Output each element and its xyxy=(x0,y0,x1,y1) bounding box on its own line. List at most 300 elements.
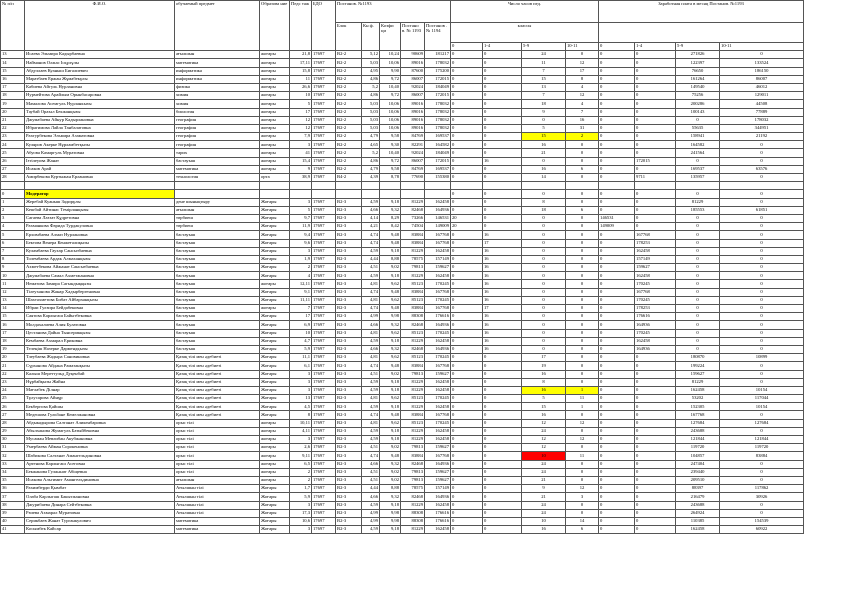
row-hours-10-11: 2 xyxy=(566,133,599,141)
row-subject: бастауыш xyxy=(175,321,260,329)
row-block: В2-3 xyxy=(336,476,362,484)
row-post1193: 77690 xyxy=(401,174,425,182)
row-salary-1-4: 0 xyxy=(635,92,676,100)
row-post1193: 88308 xyxy=(401,517,425,525)
row-kn: 4,74 xyxy=(362,305,380,313)
row-salary-0: 0 xyxy=(599,460,635,468)
row-post1193: 81229 xyxy=(401,337,425,345)
row-post1194: 170245 xyxy=(425,280,451,288)
row-post1193: 82468 xyxy=(401,460,425,468)
row-salary-10-11: 0 xyxy=(720,362,804,370)
row-name: Умербаева Айман Сорокеновна xyxy=(25,444,175,452)
row-hours-0: 0 xyxy=(451,133,483,141)
row-post1194: 170245 xyxy=(425,354,451,362)
row-post1193: 78575 xyxy=(401,485,425,493)
row-education: Жоғары xyxy=(260,517,290,525)
row-stazh: 10 xyxy=(290,329,312,337)
row-salary-10-11: 0 xyxy=(720,255,804,263)
row-block: В2-3 xyxy=(336,280,362,288)
row-hours-5-9: 0 xyxy=(522,345,566,353)
row-bdo: 17697 xyxy=(312,321,336,329)
row-education: Жоғары xyxy=(260,362,290,370)
row-bdo: 17697 xyxy=(312,501,336,509)
row-bdo xyxy=(312,190,336,198)
table-row xyxy=(1,247,804,255)
row-post1193: 83884 xyxy=(401,305,425,313)
row-hours-0: 20 xyxy=(451,214,483,222)
row-block: В2-3 xyxy=(336,362,362,370)
row-hours-10-11: 0 xyxy=(566,223,599,231)
row-block: В2-3 xyxy=(336,255,362,263)
row-salary-1-4: 178253 xyxy=(635,239,676,247)
row-hours-1-4: 16 xyxy=(483,264,522,272)
row-hours-1-4: 0 xyxy=(483,452,522,460)
row-koef: 9,32 xyxy=(380,321,401,329)
row-block: В2-3 xyxy=(336,411,362,419)
row-salary-5-9: 100143 xyxy=(676,108,720,116)
row-hours-10-11: 0 xyxy=(566,460,599,468)
row-post1193: 85123 xyxy=(401,296,425,304)
row-hours-0: 0 xyxy=(451,190,483,198)
row-salary-1-4: 0 xyxy=(635,395,676,403)
row-salary-1-4: 0 xyxy=(635,108,676,116)
row-hours-0: 0 xyxy=(451,92,483,100)
row-koef: 9,32 xyxy=(380,206,401,214)
row-hours-5-9: 0 xyxy=(522,190,566,198)
row-salary-5-9 xyxy=(676,182,720,190)
row-salary-10-11: 0 xyxy=(720,509,804,517)
table-row xyxy=(1,370,804,378)
col-post1193: Постано в. № 1193 xyxy=(401,23,425,51)
row-number xyxy=(1,182,25,190)
row-kn: 4,51 xyxy=(362,476,380,484)
row-salary-5-9: 247404 xyxy=(676,460,720,468)
row-koef: 9,18 xyxy=(380,378,401,386)
row-salary-1-4: 0 xyxy=(635,476,676,484)
row-education: жоғары xyxy=(260,124,290,132)
row-hours-10-11: 0 xyxy=(566,51,599,59)
row-bdo: 17697 xyxy=(312,83,336,91)
row-hours-5-9: 12 xyxy=(522,436,566,444)
row-salary-5-9: 0 xyxy=(676,190,720,198)
row-salary-5-9: 0 xyxy=(676,214,720,222)
row-hours-0: 0 xyxy=(451,67,483,75)
row-salary-10-11: 117044 xyxy=(720,395,804,403)
row-post1194: 155380 xyxy=(425,174,451,182)
row-stazh: 11,11 xyxy=(290,296,312,304)
row-salary-10-11: 186150 xyxy=(720,67,804,75)
row-salary-5-9: 81229 xyxy=(676,378,720,386)
row-post1194: 162458 xyxy=(425,247,451,255)
row-koef: 9,98 xyxy=(380,509,401,517)
row-hours-0: 20 xyxy=(451,223,483,231)
row-hours-5-9: 0 xyxy=(522,313,566,321)
row-number: 13 xyxy=(1,296,25,304)
row-bdo: 17697 xyxy=(312,288,336,296)
row-hours-10-11: 0 xyxy=(566,509,599,517)
row-block: В2-3 xyxy=(336,427,362,435)
row-salary-10-11: 0 xyxy=(720,329,804,337)
row-subject: химия xyxy=(175,100,260,108)
row-hours-10-11: 11 xyxy=(566,452,599,460)
row-hours-0: 0 xyxy=(451,411,483,419)
row-number: 18 xyxy=(1,92,25,100)
row-hours-5-9: 16 xyxy=(522,526,566,534)
row-kn: 5,03 xyxy=(362,116,380,124)
row-bdo: 17697 xyxy=(312,255,336,263)
row-number: 36 xyxy=(1,485,25,493)
row-salary-0: 0 xyxy=(599,411,635,419)
row-hours-0: 0 xyxy=(451,493,483,501)
row-hours-10-11: 0 xyxy=(566,255,599,263)
row-salary-10-11: 0 xyxy=(720,149,804,157)
row-number: 10 xyxy=(1,272,25,280)
row-subject: бастауыш xyxy=(175,345,260,353)
row-stazh: 17 xyxy=(290,313,312,321)
table-row xyxy=(1,321,804,329)
row-block: В2-3 xyxy=(336,345,362,353)
row-stazh: 2 xyxy=(290,468,312,476)
row-salary-10-11: 0 xyxy=(720,460,804,468)
row-bdo: 17697 xyxy=(312,280,336,288)
row-post1193: 86007 xyxy=(401,75,425,83)
row-education: жоғары xyxy=(260,419,290,427)
row-post1193: 84769 xyxy=(401,165,425,173)
table-row xyxy=(1,174,804,182)
row-salary-0: 0 xyxy=(599,239,635,247)
row-subject: бастауыш xyxy=(175,296,260,304)
table-row xyxy=(1,526,804,534)
row-name: Тілеуханова Жанар Хадырбергеновна xyxy=(25,288,175,296)
row-number: 8 xyxy=(1,255,25,263)
row-kn: 5,12 xyxy=(362,51,380,59)
row-koef: 9,98 xyxy=(380,313,401,321)
row-salary-10-11: 129011 xyxy=(720,92,804,100)
row-salary-10-11: 0 xyxy=(720,476,804,484)
row-subject: Қазақ тілі мен әдебиеті xyxy=(175,354,260,362)
row-name: Рахманкова Фарида Турдакуловна xyxy=(25,223,175,231)
row-koef: 9,02 xyxy=(380,370,401,378)
row-salary-10-11: 127684 xyxy=(720,419,804,427)
row-subject: Ағылшын тілі xyxy=(175,485,260,493)
row-number: 22 xyxy=(1,124,25,132)
row-hours-1-4 xyxy=(483,182,522,190)
row-stazh: 15,4 xyxy=(290,157,312,165)
row-stazh: 38,9 xyxy=(290,174,312,182)
row-name: Тлеубаева Жадыра Сановиновна xyxy=(25,354,175,362)
row-kn: 4,74 xyxy=(362,239,380,247)
row-hours-1-4: 16 xyxy=(483,272,522,280)
row-salary-0: 0 xyxy=(599,419,635,427)
row-hours-10-11: 0 xyxy=(566,174,599,182)
row-hours-1-4: 17 xyxy=(483,239,522,247)
row-post1193: 81229 xyxy=(401,198,425,206)
row-salary-0: 0 xyxy=(599,280,635,288)
row-post1194: 170245 xyxy=(425,395,451,403)
row-stazh: 17,3 xyxy=(290,509,312,517)
row-number: 11 xyxy=(1,280,25,288)
row-subject: орыс тілі xyxy=(175,427,260,435)
table-row xyxy=(1,67,804,75)
row-salary-0: 0 xyxy=(599,149,635,157)
row-post1194: 175200 xyxy=(425,67,451,75)
row-salary-0: 0 xyxy=(599,313,635,321)
row-name: Амирбекова Куртыжан Ерлановна xyxy=(25,174,175,182)
row-post1194: 172015 xyxy=(425,75,451,83)
row-salary-5-9: 0 xyxy=(676,231,720,239)
row-subject: Ағылшын тілі xyxy=(175,501,260,509)
row-post1193: 83884 xyxy=(401,288,425,296)
row-hours-1-4: 16 xyxy=(483,231,522,239)
row-salary-1-4: 162458 xyxy=(635,337,676,345)
row-salary-1-4: 9711 xyxy=(635,174,676,182)
row-stazh: 2,6 xyxy=(290,444,312,452)
row-hours-1-4: 16 xyxy=(483,255,522,263)
row-hours-0: 0 xyxy=(451,165,483,173)
row-salary-5-9: 241564 xyxy=(676,149,720,157)
row-bdo: 17697 xyxy=(312,460,336,468)
salary-col-10-11: 10-11 xyxy=(720,43,804,51)
row-salary-5-9: 264924 xyxy=(676,509,720,517)
row-stazh: 4 xyxy=(290,272,312,280)
row-post1193: 90609 xyxy=(401,51,425,59)
row-education: Жоғары xyxy=(260,370,290,378)
row-salary-0: 0 xyxy=(599,75,635,83)
row-name: Ахметбекова Айжанат Сансызбаевна xyxy=(25,264,175,272)
row-hours-10-11: 0 xyxy=(566,313,599,321)
row-salary-10-11: 0 xyxy=(720,280,804,288)
row-post1194: 178032 xyxy=(425,59,451,67)
row-kn: 4,51 xyxy=(362,264,380,272)
row-hours-5-9: 24 xyxy=(522,427,566,435)
row-hours-1-4: 0 xyxy=(483,468,522,476)
row-hours-1-4: 16 xyxy=(483,157,522,165)
row-hours-1-4: 0 xyxy=(483,108,522,116)
row-stazh: 3 xyxy=(290,198,312,206)
row-hours-1-4: 0 xyxy=(483,198,522,206)
row-hours-5-9: 7 xyxy=(522,67,566,75)
row-salary-1-4: 164936 xyxy=(635,345,676,353)
row-bdo: 17697 xyxy=(312,329,336,337)
row-hours-5-9: 24 xyxy=(522,51,566,59)
row-hours-10-11: 0 xyxy=(566,280,599,288)
row-bdo: 17697 xyxy=(312,305,336,313)
row-hours-5-9: 0 xyxy=(522,255,566,263)
row-post1194: 159627 xyxy=(425,370,451,378)
row-salary-10-11: 0 xyxy=(720,214,804,222)
row-block: В2-3 xyxy=(336,419,362,427)
row-number: 27 xyxy=(1,411,25,419)
row-stazh: 3 xyxy=(290,247,312,255)
row-salary-5-9: 162458 xyxy=(676,526,720,534)
row-post1194 xyxy=(425,190,451,198)
col-fio: Ф.И.О. xyxy=(25,1,175,51)
row-post1193: 88308 xyxy=(401,313,425,321)
row-hours-10-11: 0 xyxy=(566,501,599,509)
row-salary-1-4: 0 xyxy=(635,362,676,370)
row-name: Абдуллаев Куаныш Бигалиевич xyxy=(25,67,175,75)
row-education: Жоғары xyxy=(260,493,290,501)
row-hours-5-9: 0 xyxy=(522,239,566,247)
row-education: Жоғары xyxy=(260,255,290,263)
row-bdo: 17697 xyxy=(312,165,336,173)
row-education: жоғары xyxy=(260,51,290,59)
row-hours-0: 0 xyxy=(451,362,483,370)
row-stazh: 5 xyxy=(290,100,312,108)
row-stazh: 9,7 xyxy=(290,214,312,222)
row-post1194: 164936 xyxy=(425,460,451,468)
row-post1193: 83884 xyxy=(401,231,425,239)
row-number: 27 xyxy=(1,165,25,173)
row-number: 20 xyxy=(1,108,25,116)
row-stazh: 11,1 xyxy=(290,354,312,362)
row-koef: 9,02 xyxy=(380,444,401,452)
row-subject: орыс тілі xyxy=(175,444,260,452)
row-name: Исакова Альгимит Амангельдиновна xyxy=(25,476,175,484)
row-subject: география xyxy=(175,124,260,132)
row-hours-0: 0 xyxy=(451,124,483,132)
row-block: В2-2 xyxy=(336,133,362,141)
row-block: В2-2 xyxy=(336,92,362,100)
row-post1194: 170245 xyxy=(425,419,451,427)
row-subject: технология xyxy=(175,174,260,182)
row-hours-1-4: 0 xyxy=(483,124,522,132)
row-education: Жоғары xyxy=(260,239,290,247)
row-hours-1-4: 0 xyxy=(483,517,522,525)
row-kn: 4,79 xyxy=(362,133,380,141)
row-hours-10-11: 11 xyxy=(566,395,599,403)
row-hours-0: 0 xyxy=(451,354,483,362)
row-number: 9 xyxy=(1,264,25,272)
row-subject: бастауыш xyxy=(175,255,260,263)
row-hours-0: 0 xyxy=(451,272,483,280)
row-hours-1-4: 0 xyxy=(483,165,522,173)
row-hours-10-11: 0 xyxy=(566,239,599,247)
row-kn: 5,03 xyxy=(362,124,380,132)
row-stazh: 21,8 xyxy=(290,51,312,59)
row-salary-5-9: 209510 xyxy=(676,476,720,484)
table-row xyxy=(1,214,804,222)
row-education: жоғары xyxy=(260,100,290,108)
row-education: Жоғары xyxy=(260,337,290,345)
row-salary-10-11: 10154 xyxy=(720,386,804,394)
row-bdo: 17697 xyxy=(312,493,336,501)
row-salary-1-4: 0 xyxy=(635,75,676,83)
row-hours-10-11: 12 xyxy=(566,92,599,100)
row-post1193: 79813 xyxy=(401,468,425,476)
row-salary-0: 0 xyxy=(599,116,635,124)
col-subject: обучаемый предмет xyxy=(175,1,260,51)
row-salary-10-11: 0 xyxy=(720,468,804,476)
table-row xyxy=(1,157,804,165)
row-post1194: 167768 xyxy=(425,411,451,419)
row-stazh: 3 xyxy=(290,501,312,509)
table-body xyxy=(1,51,804,534)
row-hours-5-9: 24 xyxy=(522,509,566,517)
row-salary-5-9: 0 xyxy=(676,247,720,255)
row-salary-1-4: 0 xyxy=(635,165,676,173)
table-row xyxy=(1,75,804,83)
row-salary-5-9: 0 xyxy=(676,116,720,124)
row-subject: бастауыш xyxy=(175,247,260,255)
row-koef: 9,62 xyxy=(380,280,401,288)
row-subject: Қазақ тілі мен әдебиеті xyxy=(175,378,260,386)
row-bdo: 17697 xyxy=(312,239,336,247)
row-stazh: 6,9 xyxy=(290,321,312,329)
row-salary-5-9: 243688 xyxy=(676,501,720,509)
row-education: Жоғары xyxy=(260,526,290,534)
row-hours-5-9: 0 xyxy=(522,329,566,337)
row-hours-0: 0 xyxy=(451,264,483,272)
row-number: 2 xyxy=(1,206,25,214)
col-no: № п/п xyxy=(1,1,25,51)
row-salary-5-9: 88397 xyxy=(676,485,720,493)
table-row xyxy=(1,190,804,198)
row-hours-10-11: 0 xyxy=(566,354,599,362)
row-salary-10-11: 0 xyxy=(720,174,804,182)
row-subject: ағылшын xyxy=(175,206,260,214)
row-hours-10-11: 0 xyxy=(566,190,599,198)
row-kn xyxy=(362,190,380,198)
row-hours-1-4: 0 xyxy=(483,67,522,75)
row-subject: бастауыш xyxy=(175,280,260,288)
row-stazh: 11,9 xyxy=(290,223,312,231)
row-subject: орыс тілі xyxy=(175,452,260,460)
row-hours-10-11: 0 xyxy=(566,288,599,296)
row-name: Модератор xyxy=(25,190,175,198)
row-salary-1-4: 0 xyxy=(635,411,676,419)
row-block: В2-2 xyxy=(336,100,362,108)
row-block: В2-2 xyxy=(336,59,362,67)
table-row xyxy=(1,493,804,501)
row-kn: 4,86 xyxy=(362,75,380,83)
row-post1193 xyxy=(401,182,425,190)
row-education: жоғары xyxy=(260,476,290,484)
row-hours-1-4: 0 xyxy=(483,485,522,493)
row-koef: 10,24 xyxy=(380,51,401,59)
row-koef: 9,30 xyxy=(380,141,401,149)
row-post1193: 81229 xyxy=(401,247,425,255)
row-salary-10-11: 178032 xyxy=(720,116,804,124)
row-kn: 4,44 xyxy=(362,485,380,493)
row-post1194: 164936 xyxy=(425,206,451,214)
table-row xyxy=(1,133,804,141)
row-salary-5-9: 243688 xyxy=(676,427,720,435)
row-kn: 4,51 xyxy=(362,370,380,378)
row-block: В2-3 xyxy=(336,395,362,403)
row-hours-5-9: 8 xyxy=(522,378,566,386)
row-salary-10-11: 117862 xyxy=(720,485,804,493)
row-salary-10-11: 0 xyxy=(720,247,804,255)
row-koef: 8,88 xyxy=(380,485,401,493)
row-name: Джумабаева Самал Ахметжановна xyxy=(25,272,175,280)
table-row xyxy=(1,436,804,444)
row-education: жоғары xyxy=(260,427,290,435)
row-hours-0: 0 xyxy=(451,100,483,108)
row-hours-0: 0 xyxy=(451,141,483,149)
row-stazh: 17,11 xyxy=(290,59,312,67)
table-row xyxy=(1,411,804,419)
row-hours-1-4: 0 xyxy=(483,141,522,149)
row-number: 17 xyxy=(1,329,25,337)
row-stazh: 5 xyxy=(290,206,312,214)
row-hours-1-4: 16 xyxy=(483,280,522,288)
row-salary-1-4: 0 xyxy=(635,214,676,222)
row-name: Шахтахметова Бибат Айбарханқызы xyxy=(25,296,175,304)
row-education: Жоғары xyxy=(260,247,290,255)
row-name: Сагаева Лаззат Құдретовна xyxy=(25,214,175,222)
row-number: 0 xyxy=(1,190,25,198)
